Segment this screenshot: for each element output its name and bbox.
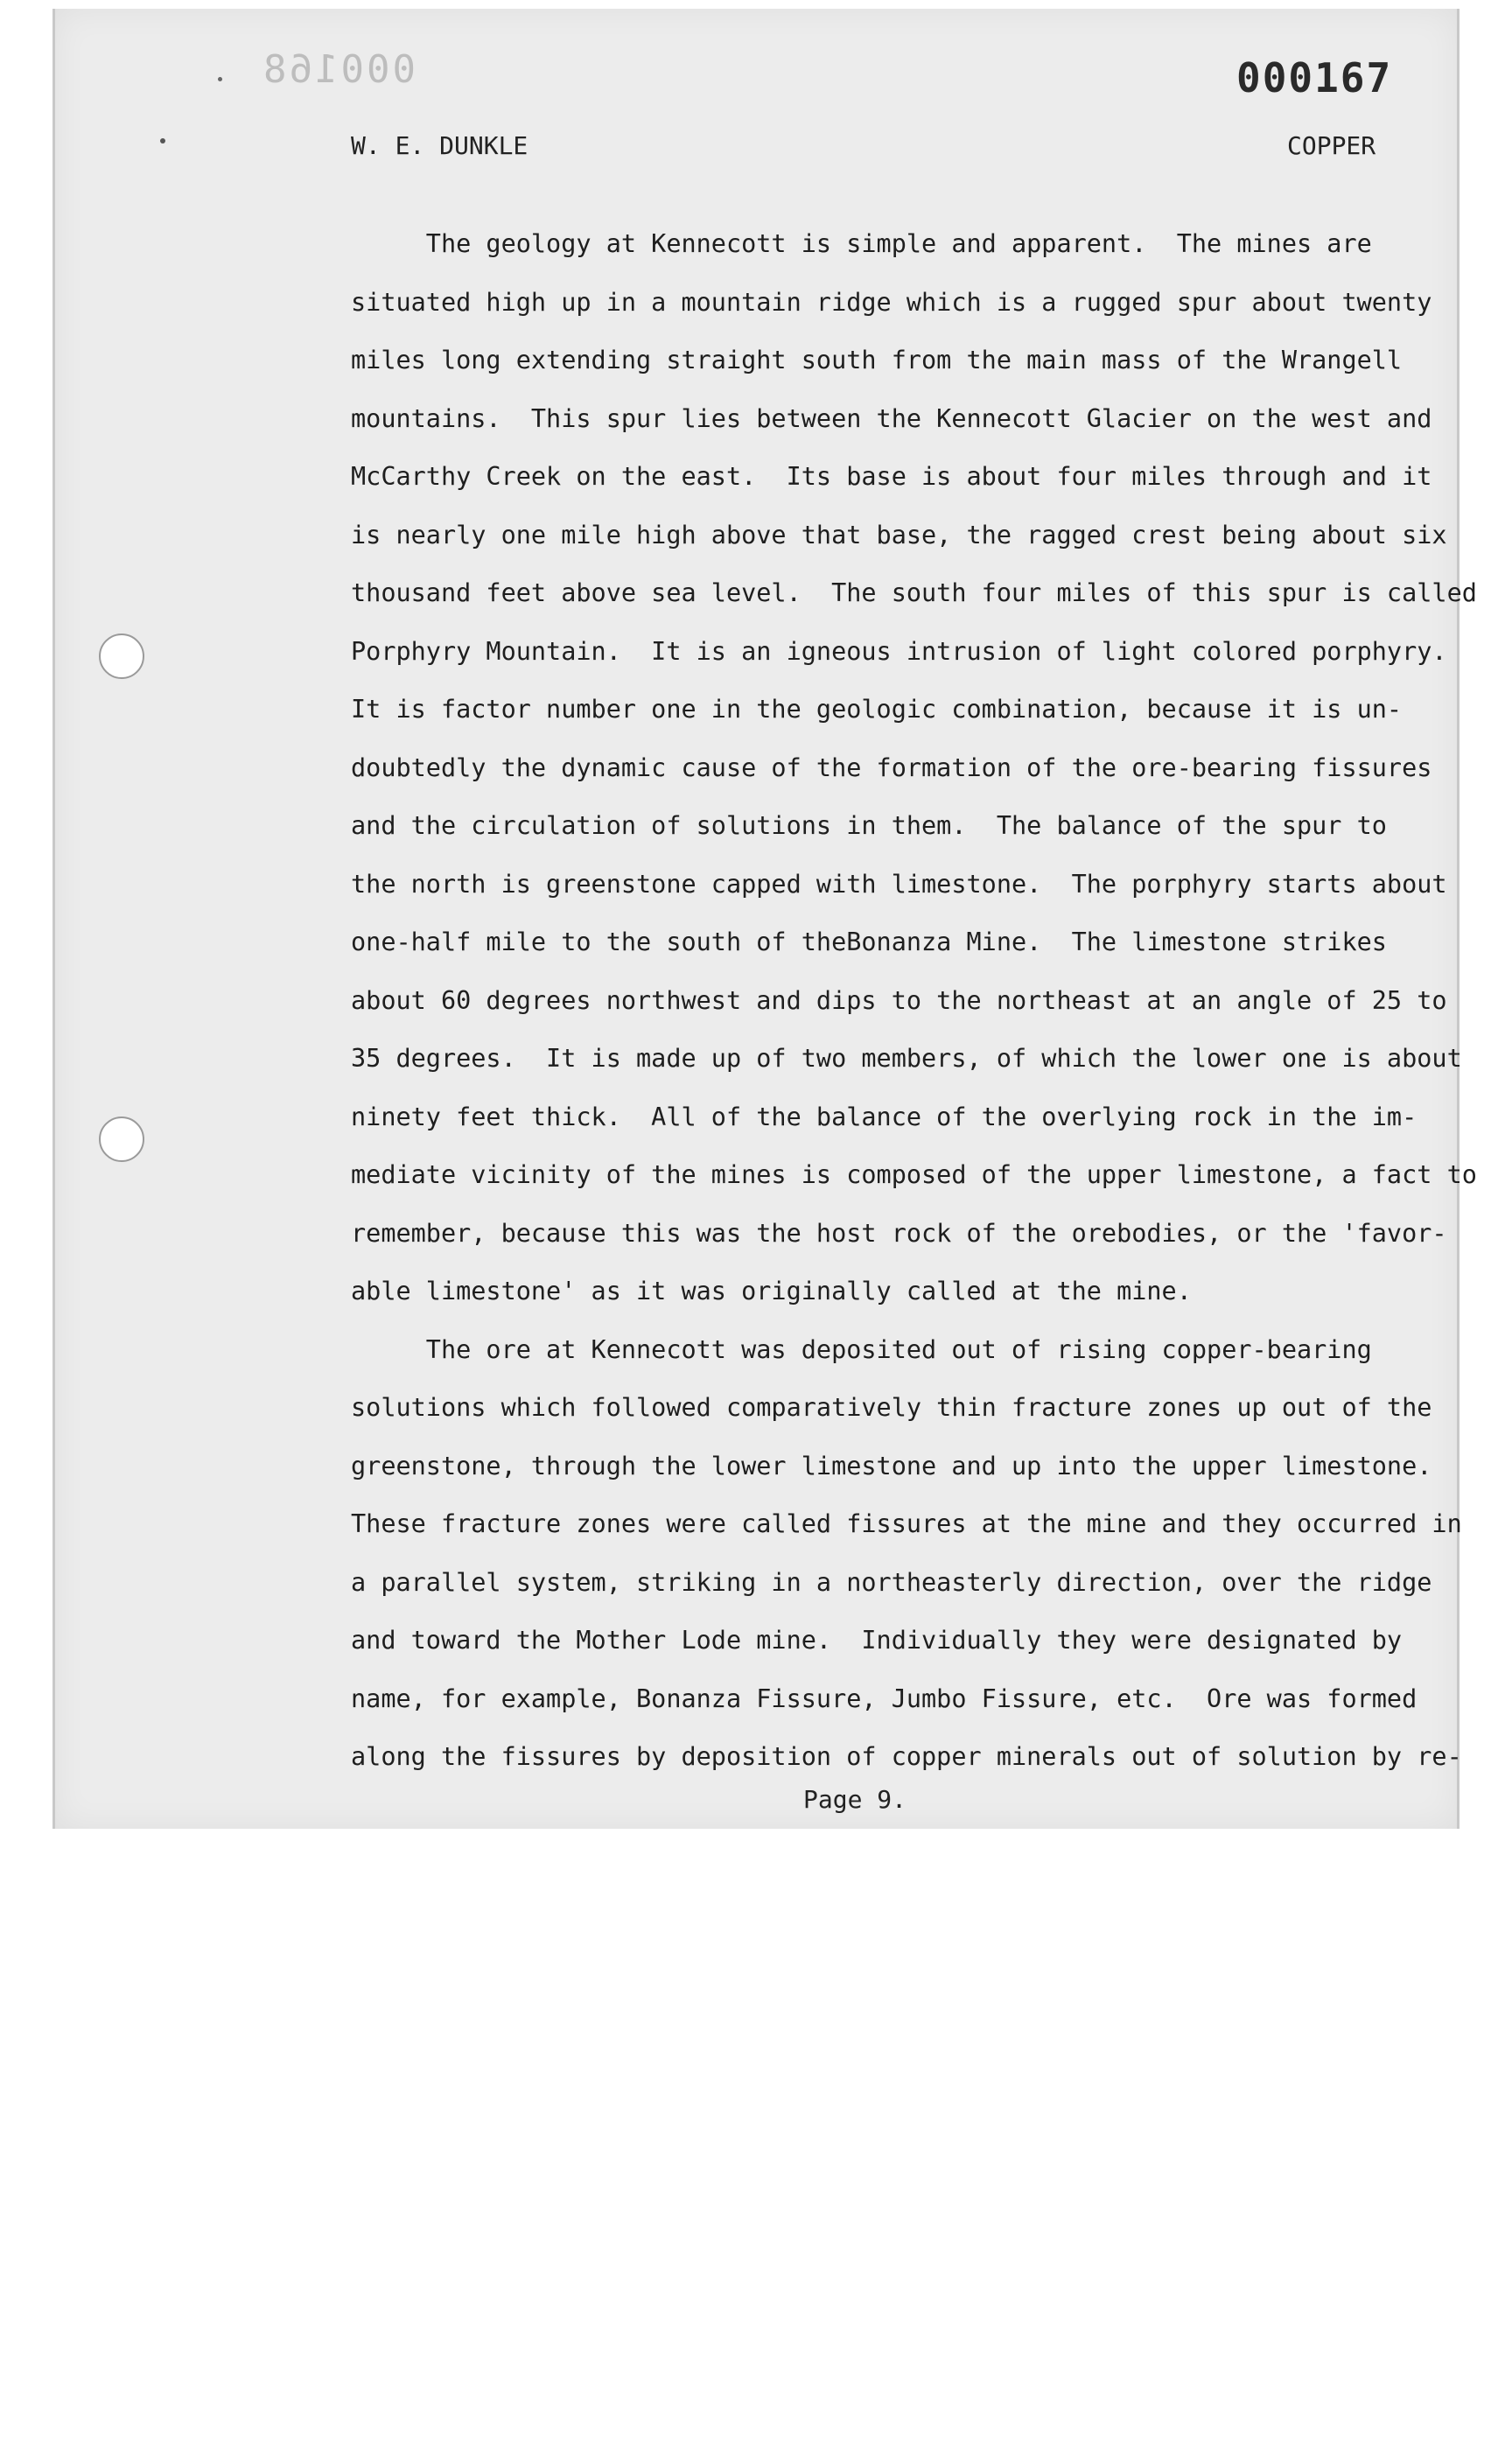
text-line: The geology at Kennecott is simple and apparent. The mines are (351, 229, 1372, 258)
text-line: The ore at Kennecott was deposited out of rising copper-bearing (351, 1334, 1372, 1364)
text-line: mediate vicinity of the mines is composed of the upper limestone, a fact to (351, 1160, 1477, 1189)
text-line: one-half mile to the south of theBonanza Mine. The limestone strikes (351, 928, 1387, 956)
text-line: and toward the Mother Lode mine. Individually they were designated by (351, 1626, 1403, 1655)
text-line: the north is greenstone capped with limestone. The porphyry starts about (351, 869, 1447, 899)
header-author: W. E. DUNKLE (351, 131, 528, 160)
page-number: Page 9. (803, 1785, 907, 1814)
text-line: 35 degrees. It is made up of two members, of which the lower one is about (351, 1044, 1462, 1073)
text-line: remember, because this was the host rock of the orebodies, or the 'favor- (351, 1218, 1447, 1248)
punch-hole-icon (99, 1116, 144, 1162)
bleed-through-stamp: 000168 (261, 47, 416, 92)
text-line: These fracture zones were called fissures at the mine and they occurred in (351, 1509, 1462, 1538)
text-line: and the circulation of solutions in them. The balance of the spur to (351, 811, 1387, 840)
text-line: Porphyry Mountain. It is an igneous intrusion of light colored porphyry. (351, 636, 1447, 666)
text-line: greenstone, through the lower limestone and up into the upper limestone. (351, 1451, 1432, 1480)
margin-dot (218, 77, 222, 81)
text-line: along the fissures by deposition of copper minerals out of solution by re- (351, 1742, 1462, 1771)
paragraph-2 (351, 1321, 1462, 1787)
body-text (351, 215, 1477, 1787)
document-number-stamp: 000167 (1236, 54, 1393, 102)
text-line: It is factor number one in the geologic combination, because it is un- (351, 695, 1403, 724)
text-line: McCarthy Creek on the east. Its base is about four miles through and it (351, 462, 1432, 491)
text-line: doubtedly the dynamic cause of the formation of the ore-bearing fissures (351, 752, 1432, 782)
paragraph-1 (351, 215, 1477, 1321)
text-line: solutions which followed comparatively thin fracture zones up out of the (351, 1393, 1432, 1422)
text-line: is nearly one mile high above that base, the ragged crest being about six (351, 520, 1447, 550)
margin-dot (160, 138, 165, 144)
header-subject: COPPER (1287, 131, 1376, 160)
document-page (52, 9, 1477, 1829)
text-line: mountains. This spur lies between the Kennecott Glacier on the west and (351, 403, 1432, 433)
punch-hole-icon (99, 634, 144, 679)
text-line: miles long extending straight south from the main mass of the Wrangell (351, 346, 1403, 374)
text-line: able limestone' as it was originally called at the mine. (351, 1277, 1192, 1306)
text-line: thousand feet above sea level. The south four miles of this spur is called (351, 578, 1477, 607)
text-line: name, for example, Bonanza Fissure, Jumbo Fissure, etc. Ore was formed (351, 1684, 1418, 1713)
text-line: ninety feet thick. All of the balance of the overlying rock in the im- (351, 1102, 1418, 1131)
text-line: situated high up in a mountain ridge which is a rugged spur about twenty (351, 287, 1432, 317)
text-line: about 60 degrees northwest and dips to the northeast at an angle of 25 to (351, 985, 1447, 1015)
text-line: a parallel system, striking in a northeasterly direction, over the ridge (351, 1567, 1432, 1597)
